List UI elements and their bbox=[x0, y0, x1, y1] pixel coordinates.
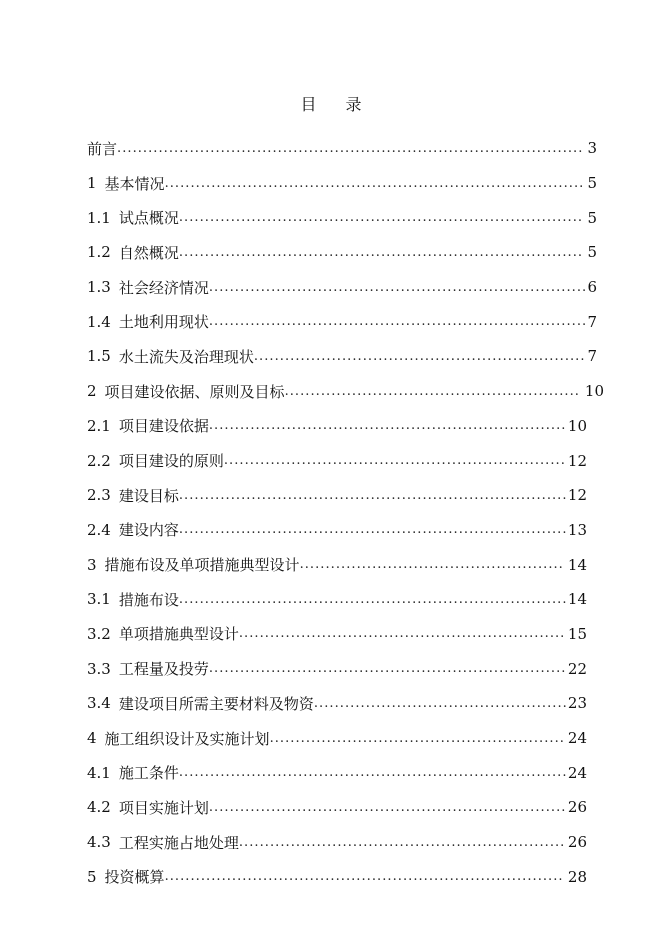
toc-leader-dots: ........................................................................... bbox=[178, 765, 568, 781]
toc-entry[interactable] bbox=[87, 859, 617, 894]
toc-entry-number: 2.2 bbox=[87, 451, 111, 470]
toc-leader-dots: ......................................................... bbox=[284, 383, 580, 399]
toc-entry-label: 投资概算 bbox=[104, 868, 165, 887]
toc-entry-number: 1.4 bbox=[87, 312, 111, 331]
toc-entry[interactable] bbox=[87, 200, 617, 235]
toc-page-number: 26 bbox=[567, 833, 587, 852]
toc-leader-dots: ................................................................ bbox=[253, 348, 586, 364]
toc-leader-dots: ........................................................................... bbox=[178, 487, 568, 503]
toc-entry-label: 前言 bbox=[87, 139, 118, 158]
toc-entry-number: 4.2 bbox=[87, 798, 111, 817]
toc-page-number: 10 bbox=[567, 416, 587, 435]
toc-page-number: 13 bbox=[567, 520, 587, 539]
toc-entry[interactable] bbox=[87, 304, 617, 339]
toc-page-number: 28 bbox=[567, 867, 587, 886]
toc-page-number: 7 bbox=[587, 347, 597, 366]
toc-leader-dots: .............................................................................. bbox=[178, 244, 584, 260]
toc-entry-number: 2.1 bbox=[87, 416, 111, 435]
toc-entry-number: 2.3 bbox=[87, 486, 111, 505]
toc-entry-label: 水土流失及治理现状 bbox=[118, 347, 254, 366]
toc-page-number: 5 bbox=[587, 174, 597, 193]
toc-page-number: 24 bbox=[567, 763, 587, 782]
toc-page-number: 5 bbox=[587, 208, 597, 227]
toc-leader-dots: .............................................................................. bbox=[178, 210, 584, 226]
toc-page-number: 12 bbox=[567, 451, 587, 470]
toc-leader-dots: ............................................................... bbox=[238, 834, 566, 850]
toc-entry-label: 施工组织设计及实施计划 bbox=[104, 729, 270, 748]
toc-leader-dots: ................................................. bbox=[313, 695, 568, 711]
toc-page-number: 15 bbox=[567, 624, 587, 643]
toc-page-number: 14 bbox=[567, 555, 587, 574]
toc-title-char: 目 bbox=[300, 95, 317, 114]
toc-title-char: 录 bbox=[345, 95, 362, 114]
toc-entry-number: 1.3 bbox=[87, 278, 111, 297]
toc-page-number: 10 bbox=[584, 382, 604, 401]
toc-leader-dots: ......................................................... bbox=[269, 730, 565, 746]
toc-entry-number: 1.1 bbox=[87, 208, 111, 227]
toc-entry[interactable] bbox=[87, 825, 617, 860]
toc-entry-number: 1 bbox=[87, 174, 97, 193]
toc-entry[interactable] bbox=[87, 617, 617, 652]
toc-entry[interactable] bbox=[87, 721, 617, 756]
toc-page-number: 26 bbox=[567, 798, 587, 817]
toc-entry-label: 社会经济情况 bbox=[118, 278, 209, 297]
toc-entry-number: 5 bbox=[87, 867, 97, 886]
toc-leader-dots: ........................................................................... bbox=[178, 591, 568, 607]
toc-entry[interactable] bbox=[87, 339, 617, 374]
toc-entry-label: 土地利用现状 bbox=[118, 313, 209, 332]
toc-entry[interactable] bbox=[87, 686, 617, 721]
toc-leader-dots: ..................................................................... bbox=[208, 661, 567, 677]
toc-page-number: 7 bbox=[587, 312, 597, 331]
toc-entry[interactable] bbox=[87, 582, 617, 617]
toc-entry[interactable] bbox=[87, 409, 617, 444]
toc-leader-dots: ............................................................... bbox=[238, 626, 566, 642]
toc-entry-number: 1.5 bbox=[87, 347, 111, 366]
toc-entry-number: 3.1 bbox=[87, 590, 111, 609]
toc-page-number: 12 bbox=[567, 486, 587, 505]
toc-leader-dots: .................................................................. bbox=[223, 453, 566, 469]
toc-list bbox=[87, 131, 617, 894]
toc-entry-label: 项目建设依据、原则及目标 bbox=[104, 382, 285, 401]
toc-page-number: 23 bbox=[567, 694, 587, 713]
toc-page-number: 14 bbox=[567, 590, 587, 609]
toc-entry-label: 项目实施计划 bbox=[118, 798, 209, 817]
toc-entry-label: 项目建设的原则 bbox=[118, 452, 224, 471]
toc-leader-dots: .......................................................................................... bbox=[117, 140, 584, 156]
toc-entry-label: 工程量及投劳 bbox=[118, 660, 209, 679]
toc-page-number: 24 bbox=[567, 729, 587, 748]
toc-entry-number: 2 bbox=[87, 382, 97, 401]
toc-entry[interactable] bbox=[87, 131, 617, 166]
toc-entry-number: 4.3 bbox=[87, 833, 111, 852]
toc-entry-label: 项目建设依据 bbox=[118, 417, 209, 436]
toc-entry-label: 试点概况 bbox=[118, 209, 179, 228]
toc-entry-label: 建设目标 bbox=[118, 486, 179, 505]
toc-leader-dots: ......................................................................... bbox=[208, 314, 588, 330]
toc-entry[interactable] bbox=[87, 443, 617, 478]
toc-entry[interactable] bbox=[87, 651, 617, 686]
toc-entry-label: 措施布设 bbox=[118, 590, 179, 609]
toc-entry-label: 施工条件 bbox=[118, 764, 179, 783]
toc-entry-number: 4.1 bbox=[87, 763, 111, 782]
toc-entry[interactable] bbox=[87, 235, 617, 270]
toc-entry-number: 1.2 bbox=[87, 243, 111, 262]
toc-entry[interactable] bbox=[87, 790, 617, 825]
toc-entry-label: 措施布设及单项措施典型设计 bbox=[104, 556, 300, 575]
toc-entry[interactable] bbox=[87, 513, 617, 548]
toc-leader-dots: ................................................................................. bbox=[164, 175, 585, 191]
toc-page-number: 22 bbox=[567, 659, 587, 678]
toc-leader-dots: ............................................................................. bbox=[164, 869, 564, 885]
toc-leader-dots: ........................................................................... bbox=[178, 522, 568, 538]
toc-entry[interactable] bbox=[87, 166, 617, 201]
toc-page-number: 6 bbox=[587, 278, 597, 297]
toc-entry-number: 3.3 bbox=[87, 659, 111, 678]
toc-entry-number: 2.4 bbox=[87, 520, 111, 539]
toc-entry-label: 工程实施占地处理 bbox=[118, 833, 239, 852]
toc-entry[interactable] bbox=[87, 478, 617, 513]
toc-leader-dots: ................................................... bbox=[299, 557, 564, 573]
toc-entry[interactable] bbox=[87, 547, 617, 582]
toc-entry-label: 单项措施典型设计 bbox=[118, 625, 239, 644]
toc-entry-label: 建设项目所需主要材料及物资 bbox=[118, 694, 314, 713]
toc-entry-label: 基本情况 bbox=[104, 174, 165, 193]
toc-entry[interactable] bbox=[87, 270, 617, 305]
toc-entry-number: 3.2 bbox=[87, 624, 111, 643]
toc-entry-label: 建设内容 bbox=[118, 521, 179, 540]
toc-page-number: 3 bbox=[587, 139, 597, 158]
toc-leader-dots: ..................................................................... bbox=[208, 799, 567, 815]
toc-entry-number: 3.4 bbox=[87, 694, 111, 713]
toc-title bbox=[0, 92, 662, 115]
toc-leader-dots: ......................................................................... bbox=[208, 279, 588, 295]
toc-entry-number: 3 bbox=[87, 555, 97, 574]
toc-page-number: 5 bbox=[587, 243, 597, 262]
toc-entry[interactable] bbox=[87, 755, 617, 790]
toc-entry[interactable] bbox=[87, 374, 617, 409]
toc-leader-dots: ..................................................................... bbox=[208, 418, 567, 434]
toc-entry-number: 4 bbox=[87, 729, 97, 748]
toc-entry-label: 自然概况 bbox=[118, 243, 179, 262]
